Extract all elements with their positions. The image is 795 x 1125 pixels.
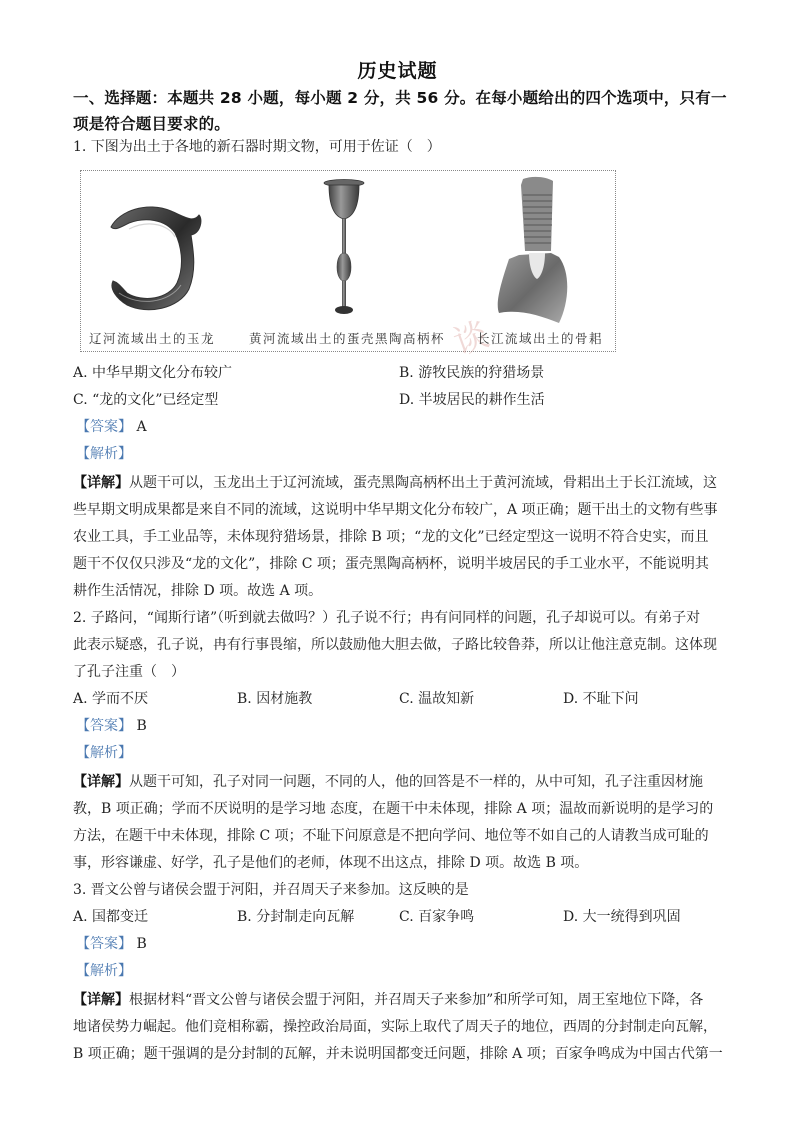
- question-1-detail: 【详解】从题干可以，玉龙出土于辽河流域，蛋壳黑陶高柄杯出土于黄河流域，骨耜出土于长江流域，这 些早期文明成果都是来自不同的流域，这说明中华早期文化分布较广，A 项正确；题干出土的文物有些事 农业工具，手工业品等，未体现狩猎场景，排除 B 项；“龙的文化”已经定型这一说明不符合史实，而且 题干不仅仅只涉及“龙的文化”，排除 C 项；蛋壳黑陶高柄杯，说明半坡居民的手工业水平，不能说明其 耕作生活情况，排除 D 项。故选 A 项。: [73, 475, 718, 599]
- question-1-stem: 1. 下图为出土于各地的新石器时期文物，可用于佐证（ ）: [73, 139, 441, 155]
- question-3-detail: 【详解】根据材料“晋文公曾与诸侯会盟于河阳，并召周天子来参加”和所学可知，周王室地位下降，各 地诸侯势力崛起。他们竞相称霸，操控政治局面，实际上取代了周天子的地位，西周的分封制走向瓦解， B 项正确；题干强调的是分封制的瓦解，并未说明国都变迁问题，排除 A 项；百家争鸣成为中国古代第一: [73, 992, 723, 1062]
- question-1-figure: [80, 170, 616, 364]
- answer-label: 【: [76, 419, 90, 435]
- question-3-stem: 3. 晋文公曾与诸侯会盟于河阳，并召周天子来参加。这反映的是: [73, 882, 469, 898]
- question-1-analysis-label: 【解析】: [76, 446, 132, 462]
- question-1-option-d: D. 半坡居民的耕作生活: [399, 392, 545, 408]
- page-title: 历史试题: [357, 60, 438, 82]
- question-3-option-d: D. 大一统得到巩固: [563, 909, 681, 925]
- question-2-option-c: C. 温故知新: [399, 691, 475, 707]
- detail-label: 【详解】: [73, 475, 129, 491]
- caption-jade-dragon: 辽河流域出土的玉龙: [89, 331, 216, 346]
- eggshell-black-pottery-cup-image: [319, 177, 369, 317]
- question-1-answer: 【答案】 A: [76, 419, 147, 435]
- answer-value: A: [136, 419, 147, 435]
- question-1-option-b: B. 游牧民族的狩猎场景: [399, 365, 545, 381]
- question-3-option-b: B. 分封制走向瓦解: [237, 909, 355, 925]
- bone-spade-image: [489, 173, 584, 328]
- question-3-option-a: A. 国都变迁: [73, 909, 149, 925]
- caption-bone-spade: 长江流域出土的骨耜: [477, 331, 604, 346]
- question-1-option-c: C. “龙的文化”已经定型: [73, 392, 219, 408]
- section-heading-line-2: 项是符合题目要求的。: [73, 115, 231, 133]
- question-3-analysis-label: 【解析】: [76, 963, 132, 979]
- answer-value: B: [136, 718, 147, 734]
- question-1-option-a: A. 中华早期文化分布较广: [73, 365, 233, 381]
- question-3-option-c: C. 百家争鸣: [399, 909, 475, 925]
- question-3-answer: 【答案】 B: [76, 936, 147, 952]
- watermark: 谈: [448, 314, 495, 364]
- question-2-detail: 【详解】从题干可知，孔子对同一问题，不同的人，他的回答是不一样的，从中可知，孔子注重因材施 教，B 项正确；学而不厌说明的是学习地 态度，在题干中未体现，排除 A 项；温故而新说明的是学习的 方法，在题干中未体现，排除 C 项；不耻下问原意是不把向学问、地位等不如自己的人请教当成可耻的 事，形容谦虚、好学，孔子是他们的老师，体现不出这点，排除 D 项。故选 B 项。: [73, 774, 714, 871]
- question-2-answer: 【答案】 B: [76, 718, 147, 734]
- jade-dragon-image: [89, 189, 219, 319]
- question-2-analysis-label: 【解析】: [76, 745, 132, 761]
- caption-pottery-cup: 黄河流域出土的蛋壳黑陶高柄杯: [249, 331, 446, 346]
- question-2-option-b: B. 因材施教: [237, 691, 313, 707]
- section-heading-line-1: 一、选择题：本题共 28 小题，每小题 2 分，共 56 分。在每小题给出的四个选项中，只有一: [73, 89, 727, 107]
- question-2-option-a: A. 学而不厌: [73, 691, 149, 707]
- answer-value: B: [136, 936, 147, 952]
- question-2-stem: 2. 子路问，“闻斯行诸”（听到就去做吗？）孔子说不行；冉有问同样的问题，孔子却说可以。有弟子对 此表示疑惑，孔子说，冉有行事畏缩，所以鼓励他大胆去做，子路比较鲁莽，所以让他注意克制。这体现 了孔子注重（ ）: [73, 610, 717, 680]
- question-2-option-d: D. 不耻下问: [563, 691, 639, 707]
